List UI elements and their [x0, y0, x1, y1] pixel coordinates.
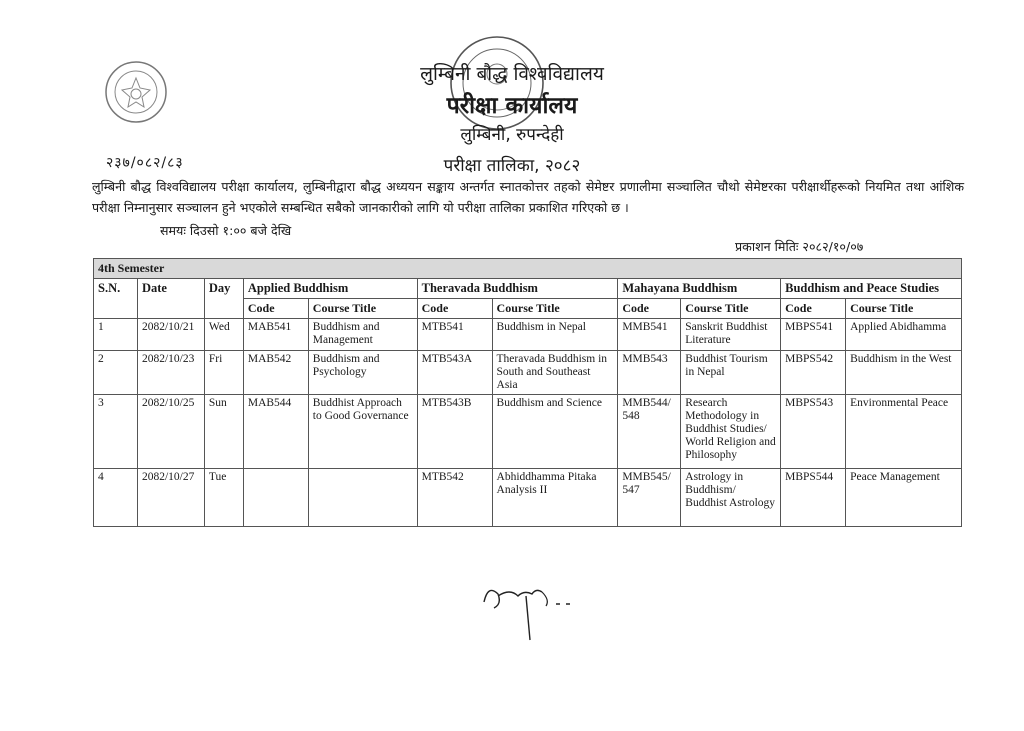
- signature-icon: [476, 574, 586, 646]
- day-cell: Sun: [204, 395, 243, 469]
- theravada-buddhism-header: Theravada Buddhism: [417, 279, 618, 299]
- title-cell: Sanskrit Buddhist Literature: [681, 319, 781, 351]
- university-seal-icon: [104, 60, 168, 124]
- publish-date: प्रकाशन मितिः २०८२/१०/०७: [735, 239, 864, 254]
- mahayana-buddhism-header: Mahayana Buddhism: [618, 279, 781, 299]
- title-cell: Buddhism in the West: [846, 351, 962, 395]
- code-cell: MBPS543: [781, 395, 846, 469]
- title-cell: Research Methodology in Buddhist Studies/ World Religion and Philosophy: [681, 395, 781, 469]
- code-cell: MAB544: [243, 395, 308, 469]
- schedule-title: परीक्षा तालिका, २०८२: [443, 156, 581, 176]
- title-cell: Buddhism and Management: [308, 319, 417, 351]
- university-name: लुम्बिनी बौद्ध विश्वविद्यालय: [420, 63, 604, 85]
- title-cell: Astrology in Buddhism/ Buddhist Astrology: [681, 469, 781, 527]
- exam-schedule-table: [93, 258, 962, 527]
- office-name: परीक्षा कार्यालय: [446, 93, 578, 119]
- code-cell: MBPS544: [781, 469, 846, 527]
- title-cell: Theravada Buddhism in South and Southeast Asia: [492, 351, 618, 395]
- sn-cell: 4: [94, 469, 138, 527]
- table-row: [94, 319, 962, 351]
- code-cell: MBPS542: [781, 351, 846, 395]
- title-cell: Environmental Peace: [846, 395, 962, 469]
- date-cell: 2082/10/21: [137, 319, 204, 351]
- code-header: Code: [781, 299, 846, 319]
- table-row: [94, 395, 962, 469]
- sn-cell: 2: [94, 351, 138, 395]
- title-cell: Buddhist Tourism in Nepal: [681, 351, 781, 395]
- code-cell: MMB543: [618, 351, 681, 395]
- day-cell: Wed: [204, 319, 243, 351]
- title-cell: Buddhist Approach to Good Governance: [308, 395, 417, 469]
- code-header: Code: [417, 299, 492, 319]
- title-cell: Applied Abidhamma: [846, 319, 962, 351]
- sn-cell: 1: [94, 319, 138, 351]
- code-cell: MMB545/ 547: [618, 469, 681, 527]
- title-cell: [308, 469, 417, 527]
- code-cell: MMB544/ 548: [618, 395, 681, 469]
- exam-time: समयः दिउसो १:०० बजे देखि: [160, 223, 292, 238]
- day-cell: Fri: [204, 351, 243, 395]
- code-cell: MMB541: [618, 319, 681, 351]
- day-header: Day: [204, 279, 243, 319]
- sn-cell: 3: [94, 395, 138, 469]
- code-header: Code: [618, 299, 681, 319]
- table-row: [94, 469, 962, 527]
- day-cell: Tue: [204, 469, 243, 527]
- code-cell: MTB542: [417, 469, 492, 527]
- office-location: लुम्बिनी, रुपन्देही: [460, 125, 564, 145]
- course-title-header: Course Title: [492, 299, 618, 319]
- sn-header: S.N.: [94, 279, 138, 319]
- date-cell: 2082/10/25: [137, 395, 204, 469]
- header-row: [94, 279, 962, 299]
- code-cell: MBPS541: [781, 319, 846, 351]
- course-title-header: Course Title: [308, 299, 417, 319]
- code-cell: [243, 469, 308, 527]
- course-title-header: Course Title: [681, 299, 781, 319]
- applied-buddhism-header: Applied Buddhism: [243, 279, 417, 299]
- table-row: [94, 351, 962, 395]
- date-cell: 2082/10/23: [137, 351, 204, 395]
- notice-paragraph: लुम्बिनी बौद्ध विश्वविद्यालय परीक्षा कार्यालय, लुम्बिनीद्वारा बौद्ध अध्ययन सङ्काय अन्तर्गत स्नातकोत्तर तहको सेमेष्टर प्रणालीमा सञ्चालित चौथो सेमेष्टरका परीक्षार्थीहरूको नियमित तथा आंशिक परीक्षा निम्नानुसार सञ्चालन हुने भएकोले सम्बन्धित सबैको जानकारीको लागि यो परीक्षा तालिका प्रकाशित गरिएको छ ।: [92, 179, 964, 215]
- code-cell: MAB542: [243, 351, 308, 395]
- code-cell: MTB541: [417, 319, 492, 351]
- date-cell: 2082/10/27: [137, 469, 204, 527]
- reference-number: २३७/०८२/८३: [106, 155, 184, 171]
- code-cell: MAB541: [243, 319, 308, 351]
- title-cell: Buddhism and Science: [492, 395, 618, 469]
- semester-row: [94, 259, 962, 279]
- date-header: Date: [137, 279, 204, 319]
- code-header: Code: [243, 299, 308, 319]
- code-cell: MTB543A: [417, 351, 492, 395]
- title-cell: Buddhism in Nepal: [492, 319, 618, 351]
- code-cell: MTB543B: [417, 395, 492, 469]
- peace-studies-header: Buddhism and Peace Studies: [781, 279, 962, 299]
- title-cell: Peace Management: [846, 469, 962, 527]
- title-cell: Buddhism and Psychology: [308, 351, 417, 395]
- semester-label: 4th Semester: [94, 259, 962, 279]
- course-title-header: Course Title: [846, 299, 962, 319]
- title-cell: Abhiddhamma Pitaka Analysis II: [492, 469, 618, 527]
